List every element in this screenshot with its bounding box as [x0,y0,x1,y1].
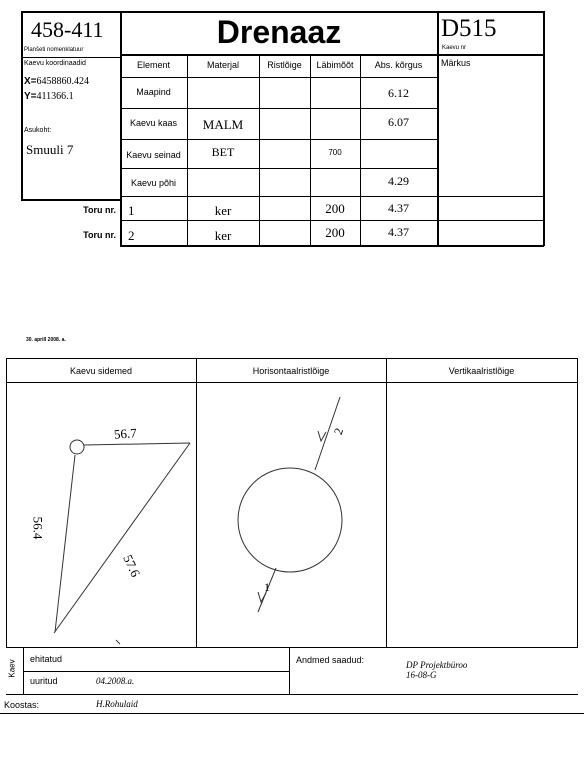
table-row-height: 4.29 [388,174,409,188]
table-row-element: Kaevu põhi [130,178,177,188]
sheet-number: 458-411 [31,17,104,42]
page-title: Drenaaz [216,14,342,50]
location-label: Asukoht: [24,127,52,134]
pipe-diameter: 200 [325,225,345,240]
col-notes: Märkus [441,58,471,68]
col-element: Element [136,60,171,70]
location-value: Smuuli 7 [26,142,74,157]
well-circle-icon [70,440,84,454]
measure-left-label: 56.4 [30,516,46,540]
document-date: 30. aprill 2008. a. [26,337,66,343]
pipe-in-label: 2 [330,426,347,437]
pipe-height: 4.37 [388,201,409,215]
col-cross: Ristlõige [267,60,302,70]
well-id: D515 [441,15,497,42]
surveyed-label: uuritud [30,676,58,686]
source-label: Andmed saadud: [296,655,365,665]
stroke-mark [116,640,120,644]
measure-diag-label: 57.6 [120,552,144,580]
pipe-height: 4.37 [388,225,409,239]
coord-x: X=6458860.424 [24,76,90,87]
pipe-material: ker [214,203,232,218]
table-row-element: Maapind [136,87,171,97]
arrow-down-icon [318,431,326,441]
author-label: Koostas: [4,700,40,710]
table-row-material: BET [211,145,235,159]
col-diameter: Läbimõõt [316,60,354,70]
author-value: H.Rohulaid [96,699,138,709]
pipe-diameter: 200 [325,201,345,216]
coord-y: Y=411366.1 [24,91,74,102]
measure-line-diagonal [54,443,190,633]
pipe-out-label: 1 [264,580,270,594]
col-material: Materjal [206,60,239,70]
table-row-element: Kaevu seinad [126,150,181,160]
pipe-number: 1 [128,203,135,218]
table-row-element: Kaevu kaas [129,118,178,128]
kaev-side-label: Kaev [7,659,17,678]
pipe-material: ker [214,228,232,243]
sheet-label: Planšeti nomenklatuur [24,47,84,53]
measure-top-label: 56.7 [113,425,138,442]
source-line1: DP Projektbüroo [406,660,468,670]
source-line2: 16-08-G [406,670,437,680]
measure-line-top [84,443,190,445]
table-row-material: MALM [202,117,244,132]
surveyed-value: 04.2008.a. [96,676,135,686]
sketch-header-connections: Kaevu sidemed [69,366,133,376]
pipe-label: Toru nr. [83,230,116,240]
table-row-height: 6.07 [388,115,409,129]
manhole-circle-icon [238,468,342,572]
table-row-height: 6.12 [388,86,409,100]
well-id-label: Kaevu nr [442,45,467,51]
measure-line-left [55,455,75,632]
sketch-header-vertical: Vertikaalristlõige [448,366,515,376]
coords-label: Kaevu koordinaadid [24,60,86,67]
pipe-label: Toru nr. [83,205,116,215]
table-row-diameter: 700 [328,148,342,157]
sketch-header-horizontal: Horisontaalristlõige [252,366,330,376]
pipe-number: 2 [128,228,135,243]
col-height: Abs. kõrgus [374,60,423,70]
built-label: ehitatud [30,654,63,664]
